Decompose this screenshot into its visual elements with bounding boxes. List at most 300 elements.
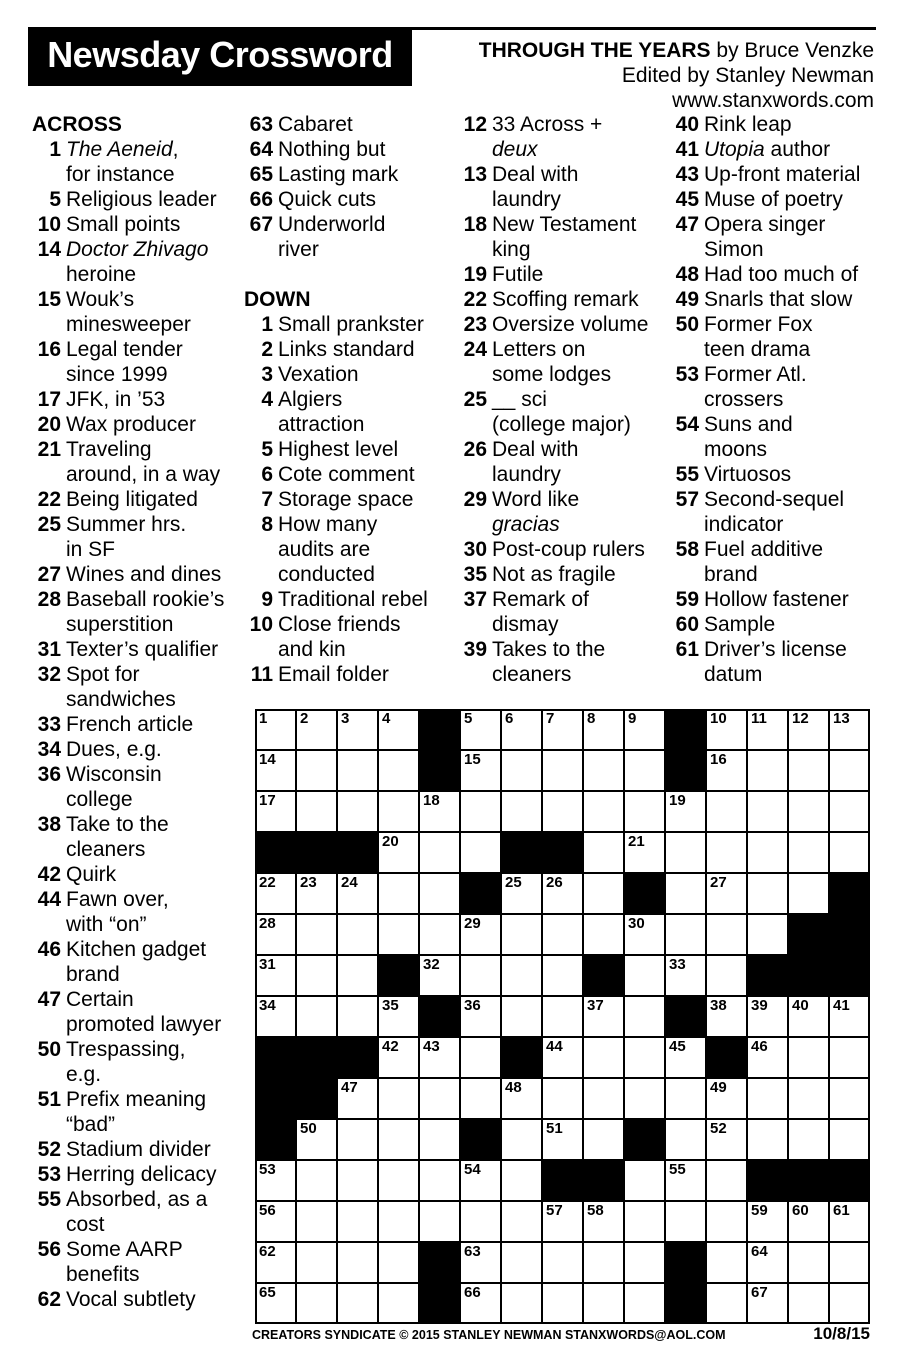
grid-cell[interactable] [829,1283,870,1324]
clue-number: 23 [463,313,487,336]
down-clue-47[interactable] [670,212,860,262]
grid-cell[interactable] [788,832,829,873]
black-square [829,955,870,996]
black-square [460,1119,501,1160]
cell-number: 67 [751,1284,768,1301]
grid-cell[interactable] [542,1078,583,1119]
grid-cell[interactable] [747,709,788,750]
down-clue-1[interactable] [244,312,428,337]
cell-number: 45 [669,1038,686,1055]
grid-cell[interactable] [501,1078,542,1119]
across-clue-67[interactable] [244,212,428,262]
down-clue-55[interactable] [670,462,860,487]
grid-cell[interactable] [460,709,501,750]
grid-cell[interactable] [829,1201,870,1242]
grid-cell[interactable] [788,996,829,1037]
grid-cell[interactable] [542,791,583,832]
grid-cell[interactable] [706,1242,747,1283]
grid-cell[interactable] [583,996,624,1037]
grid-cell[interactable] [747,750,788,791]
down-clue-22[interactable] [458,287,648,312]
grid-cell[interactable] [460,996,501,1037]
grid-cell[interactable] [706,1160,747,1201]
grid-cell[interactable] [419,914,460,955]
grid-cell[interactable] [747,1283,788,1324]
grid-cell[interactable] [665,1037,706,1078]
grid-cell[interactable] [624,750,665,791]
grid-cell[interactable] [255,996,296,1037]
clue-number: 37 [463,588,487,611]
grid-cell[interactable] [378,1283,419,1324]
down-clue-3[interactable] [244,362,428,387]
grid-cell[interactable] [706,709,747,750]
cell-number: 17 [259,792,276,809]
grid-cell[interactable] [255,791,296,832]
grid-cell[interactable] [542,750,583,791]
down-clue-24[interactable] [458,337,648,387]
grid-cell[interactable] [501,709,542,750]
grid-cell[interactable] [337,1119,378,1160]
clue-text: and kin [278,638,346,661]
down-clue-11[interactable] [244,662,428,687]
grid-cell[interactable] [337,1283,378,1324]
clue-number: 4 [261,388,273,411]
grid-cell[interactable] [501,996,542,1037]
clue-text: How many [278,513,378,536]
grid-cell[interactable] [624,832,665,873]
across-clue-1[interactable] [32,137,224,187]
grid-cell[interactable] [747,1078,788,1119]
black-square [337,832,378,873]
down-clue-60[interactable] [670,612,860,637]
down-clue-2[interactable] [244,337,428,362]
grid-cell[interactable] [788,1201,829,1242]
grid-cell[interactable] [583,1201,624,1242]
grid-cell[interactable] [337,955,378,996]
grid-cell[interactable] [665,1201,706,1242]
grid-cell[interactable] [419,1037,460,1078]
black-square [255,1119,296,1160]
clue-text: cleaners [492,663,572,686]
grid-cell[interactable] [706,914,747,955]
grid-cell[interactable] [706,750,747,791]
clue-text: The Aeneid, [66,138,179,161]
grid-cell[interactable] [788,791,829,832]
grid-cell[interactable] [706,832,747,873]
grid-cell[interactable] [542,1119,583,1160]
grid-cell[interactable] [296,791,337,832]
grid-cell[interactable] [296,1242,337,1283]
grid-cell[interactable] [460,1037,501,1078]
across-clue-62[interactable] [32,1287,224,1312]
down-clue-13[interactable] [458,162,648,212]
grid-cell[interactable] [542,914,583,955]
grid-cell[interactable] [378,750,419,791]
grid-cell[interactable] [501,1160,542,1201]
grid-cell[interactable] [378,914,419,955]
across-clue-64[interactable] [244,137,428,162]
grid-cell[interactable] [747,996,788,1037]
black-square [665,1242,706,1283]
clue-number: 43 [675,163,699,186]
clue-number: 25 [37,513,61,536]
across-clue-44[interactable] [32,887,224,937]
grid-cell[interactable] [337,1160,378,1201]
grid-cell[interactable] [460,1283,501,1324]
down-clue-58[interactable] [670,537,860,587]
grid-cell[interactable] [747,832,788,873]
grid-cell[interactable] [255,1283,296,1324]
clue-number: 26 [463,438,487,461]
grid-cell[interactable] [624,1283,665,1324]
across-clue-56[interactable] [32,1237,224,1287]
across-clue-32[interactable] [32,662,224,712]
grid-cell[interactable] [706,955,747,996]
grid-cell[interactable] [665,1119,706,1160]
grid-cell[interactable] [583,1283,624,1324]
grid-cell[interactable] [419,791,460,832]
across-clue-52[interactable] [32,1137,224,1162]
grid-cell[interactable] [501,791,542,832]
across-clue-36[interactable] [32,762,224,812]
grid-cell[interactable] [542,709,583,750]
grid-cell[interactable] [542,1242,583,1283]
clue-number: 57 [675,488,699,511]
grid-cell[interactable] [706,1201,747,1242]
grid-cell[interactable] [378,1201,419,1242]
grid-cell[interactable] [419,955,460,996]
across-clue-65[interactable] [244,162,428,187]
cell-number: 16 [710,751,727,768]
down-clue-19[interactable] [458,262,648,287]
grid-cell[interactable] [583,1119,624,1160]
grid-cell[interactable] [542,1201,583,1242]
across-clue-16[interactable] [32,337,224,387]
cell-number: 20 [382,833,399,850]
grid-cell[interactable] [665,955,706,996]
across-clue-47[interactable] [32,987,224,1037]
grid-cell[interactable] [829,1078,870,1119]
grid-cell[interactable] [829,1037,870,1078]
clue-text: Former Fox [704,313,813,336]
across-clue-28[interactable] [32,587,224,637]
grid-cell[interactable] [542,873,583,914]
grid-cell[interactable] [460,1160,501,1201]
down-clue-37[interactable] [458,587,648,637]
grid-cell[interactable] [501,1242,542,1283]
grid-cell[interactable] [296,709,337,750]
down-clue-57[interactable] [670,487,860,537]
grid-cell[interactable] [665,791,706,832]
grid-cell[interactable] [624,1037,665,1078]
grid-cell[interactable] [378,996,419,1037]
grid-cell[interactable] [788,750,829,791]
grid-cell[interactable] [378,709,419,750]
across-clue-42[interactable] [32,862,224,887]
grid-cell[interactable] [829,832,870,873]
grid-cell[interactable] [624,709,665,750]
grid-cell[interactable] [583,791,624,832]
clue-number: 19 [463,263,487,286]
grid-cell[interactable] [255,1160,296,1201]
cell-number: 52 [710,1120,727,1137]
clue-text: Fuel additive [704,538,824,561]
grid-cell[interactable] [255,955,296,996]
grid-cell[interactable] [583,873,624,914]
grid-cell[interactable] [296,750,337,791]
across-clue-55[interactable] [32,1187,224,1237]
grid-cell[interactable] [788,1078,829,1119]
grid-cell[interactable] [296,873,337,914]
grid-cell[interactable] [296,1283,337,1324]
grid-cell[interactable] [501,1283,542,1324]
grid-cell[interactable] [829,1119,870,1160]
grid-cell[interactable] [706,996,747,1037]
across-clue-14[interactable] [32,237,224,287]
clue-number: 22 [463,288,487,311]
down-clue-8[interactable] [244,512,428,587]
across-clue-50[interactable] [32,1037,224,1087]
grid-cell[interactable] [460,1078,501,1119]
grid-cell[interactable] [706,1119,747,1160]
grid-cell[interactable] [337,914,378,955]
cell-number: 51 [546,1120,563,1137]
grid-cell[interactable] [747,1201,788,1242]
clue-number: 5 [49,188,61,211]
grid-cell[interactable] [665,873,706,914]
grid-cell[interactable] [255,750,296,791]
grid-cell[interactable] [337,750,378,791]
down-clue-29[interactable] [458,487,648,537]
down-clue-48[interactable] [670,262,860,287]
clue-text: Doctor Zhivago [66,238,209,261]
grid-cell[interactable] [542,1037,583,1078]
grid-cell[interactable] [788,873,829,914]
down-clue-9[interactable] [244,587,428,612]
across-clue-66[interactable] [244,187,428,212]
down-clue-4[interactable] [244,387,428,437]
grid-cell[interactable] [337,709,378,750]
down-clue-35[interactable] [458,562,648,587]
clue-text: cost [66,1213,105,1236]
down-clue-54[interactable] [670,412,860,462]
down-clue-7[interactable] [244,487,428,512]
grid-cell[interactable] [706,1078,747,1119]
down-clue-59[interactable] [670,587,860,612]
grid-cell[interactable] [337,1201,378,1242]
grid-cell[interactable] [665,914,706,955]
grid-cell[interactable] [788,709,829,750]
grid-cell[interactable] [583,832,624,873]
grid-cell[interactable] [337,996,378,1037]
grid-cell[interactable] [501,955,542,996]
grid-cell[interactable] [624,791,665,832]
down-clue-6[interactable] [244,462,428,487]
down-clue-10[interactable] [244,612,428,662]
grid-cell[interactable] [378,832,419,873]
grid-cell[interactable] [419,1160,460,1201]
grid-cell[interactable] [624,1078,665,1119]
clue-text: sandwiches [66,688,176,711]
clue-text: French article [66,713,194,736]
clue-text: laundry [492,463,561,486]
grid-cell[interactable] [255,914,296,955]
grid-cell[interactable] [624,1242,665,1283]
down-clue-49[interactable] [670,287,860,312]
across-clue-46[interactable] [32,937,224,987]
grid-cell[interactable] [255,1201,296,1242]
grid-cell[interactable] [788,1283,829,1324]
grid-cell[interactable] [829,709,870,750]
grid-cell[interactable] [419,1119,460,1160]
grid-cell[interactable] [296,1119,337,1160]
grid-cell[interactable] [419,832,460,873]
down-clue-43[interactable] [670,162,860,187]
grid-cell[interactable] [296,914,337,955]
grid-cell[interactable] [829,1242,870,1283]
across-clue-63[interactable] [244,112,428,137]
down-clue-61[interactable] [670,637,860,687]
grid-cell[interactable] [296,955,337,996]
grid-cell[interactable] [378,873,419,914]
grid-cell[interactable] [337,1078,378,1119]
grid-cell[interactable] [542,955,583,996]
across-clue-34[interactable] [32,737,224,762]
down-clue-12[interactable] [458,112,648,162]
puzzle-theme: THROUGH THE YEARS [478,39,711,62]
across-clue-31[interactable] [32,637,224,662]
across-clue-5[interactable] [32,187,224,212]
down-clue-26[interactable] [458,437,648,487]
down-clue-30[interactable] [458,537,648,562]
across-clue-15[interactable] [32,287,224,337]
grid-cell[interactable] [419,873,460,914]
grid-cell[interactable] [583,1037,624,1078]
clue-text: crossers [704,388,784,411]
website-link[interactable]: www.stanxwords.com [672,89,874,112]
grid-cell[interactable] [296,1160,337,1201]
across-clue-25[interactable] [32,512,224,562]
grid-cell[interactable] [296,996,337,1037]
grid-cell[interactable] [788,1037,829,1078]
grid-cell[interactable] [378,1119,419,1160]
grid-cell[interactable] [501,750,542,791]
grid-cell[interactable] [747,1242,788,1283]
grid-cell[interactable] [747,914,788,955]
clue-text: Dues, e.g. [66,738,162,761]
down-clue-25[interactable] [458,387,648,437]
grid-cell[interactable] [460,1242,501,1283]
grid-cell[interactable] [583,1242,624,1283]
down-clue-5[interactable] [244,437,428,462]
grid-cell[interactable] [378,1242,419,1283]
grid-cell[interactable] [460,832,501,873]
grid-cell[interactable] [829,750,870,791]
down-clue-40[interactable] [670,112,860,137]
down-clue-53[interactable] [670,362,860,412]
grid-cell[interactable] [624,996,665,1037]
grid-cell[interactable] [255,709,296,750]
grid-cell[interactable] [460,791,501,832]
grid-cell[interactable] [747,1037,788,1078]
across-clue-53[interactable] [32,1162,224,1187]
down-clue-23[interactable] [458,312,648,337]
grid-cell[interactable] [542,996,583,1037]
down-clue-45[interactable] [670,187,860,212]
clue-number: 64 [249,138,273,161]
down-clue-41[interactable] [670,137,860,162]
grid-cell[interactable] [788,1119,829,1160]
grid-cell[interactable] [624,955,665,996]
grid-cell[interactable] [583,709,624,750]
grid-cell[interactable] [460,750,501,791]
grid-cell[interactable] [337,873,378,914]
across-clue-22[interactable] [32,487,224,512]
grid-cell[interactable] [501,873,542,914]
grid-cell[interactable] [542,1283,583,1324]
grid-cell[interactable] [378,1037,419,1078]
grid-cell[interactable] [706,873,747,914]
grid-cell[interactable] [255,873,296,914]
grid-cell[interactable] [747,791,788,832]
grid-cell[interactable] [624,914,665,955]
grid-cell[interactable] [460,955,501,996]
grid-cell[interactable] [829,791,870,832]
down-clue-18[interactable] [458,212,648,262]
grid-cell[interactable] [419,1201,460,1242]
grid-cell[interactable] [378,1078,419,1119]
across-clue-38[interactable] [32,812,224,862]
grid-cell[interactable] [706,791,747,832]
grid-cell[interactable] [378,1160,419,1201]
down-clue-39[interactable] [458,637,648,687]
grid-cell[interactable] [665,1078,706,1119]
grid-cell[interactable] [665,832,706,873]
across-clue-51[interactable] [32,1087,224,1137]
grid-cell[interactable] [501,914,542,955]
grid-cell[interactable] [583,914,624,955]
across-clue-10[interactable] [32,212,224,237]
grid-cell[interactable] [460,914,501,955]
across-clue-21[interactable] [32,437,224,487]
grid-cell[interactable] [747,1119,788,1160]
grid-cell[interactable] [501,1201,542,1242]
grid-cell[interactable] [624,1160,665,1201]
grid-cell[interactable] [706,1283,747,1324]
grid-cell[interactable] [419,1078,460,1119]
grid-cell[interactable] [829,996,870,1037]
grid-cell[interactable] [788,1242,829,1283]
grid-cell[interactable] [665,1160,706,1201]
grid-cell[interactable] [337,791,378,832]
grid-cell[interactable] [583,750,624,791]
across-clue-33[interactable] [32,712,224,737]
across-clue-20[interactable] [32,412,224,437]
across-clue-27[interactable] [32,562,224,587]
down-clue-50[interactable] [670,312,860,362]
grid-cell[interactable] [583,1078,624,1119]
grid-cell[interactable] [501,1119,542,1160]
grid-cell[interactable] [255,1242,296,1283]
grid-cell[interactable] [337,1242,378,1283]
across-clue-17[interactable] [32,387,224,412]
grid-cell[interactable] [378,791,419,832]
grid-cell[interactable] [747,873,788,914]
cell-number: 63 [464,1243,481,1260]
grid-cell[interactable] [460,1201,501,1242]
grid-cell[interactable] [624,1201,665,1242]
grid-cell[interactable] [296,1201,337,1242]
